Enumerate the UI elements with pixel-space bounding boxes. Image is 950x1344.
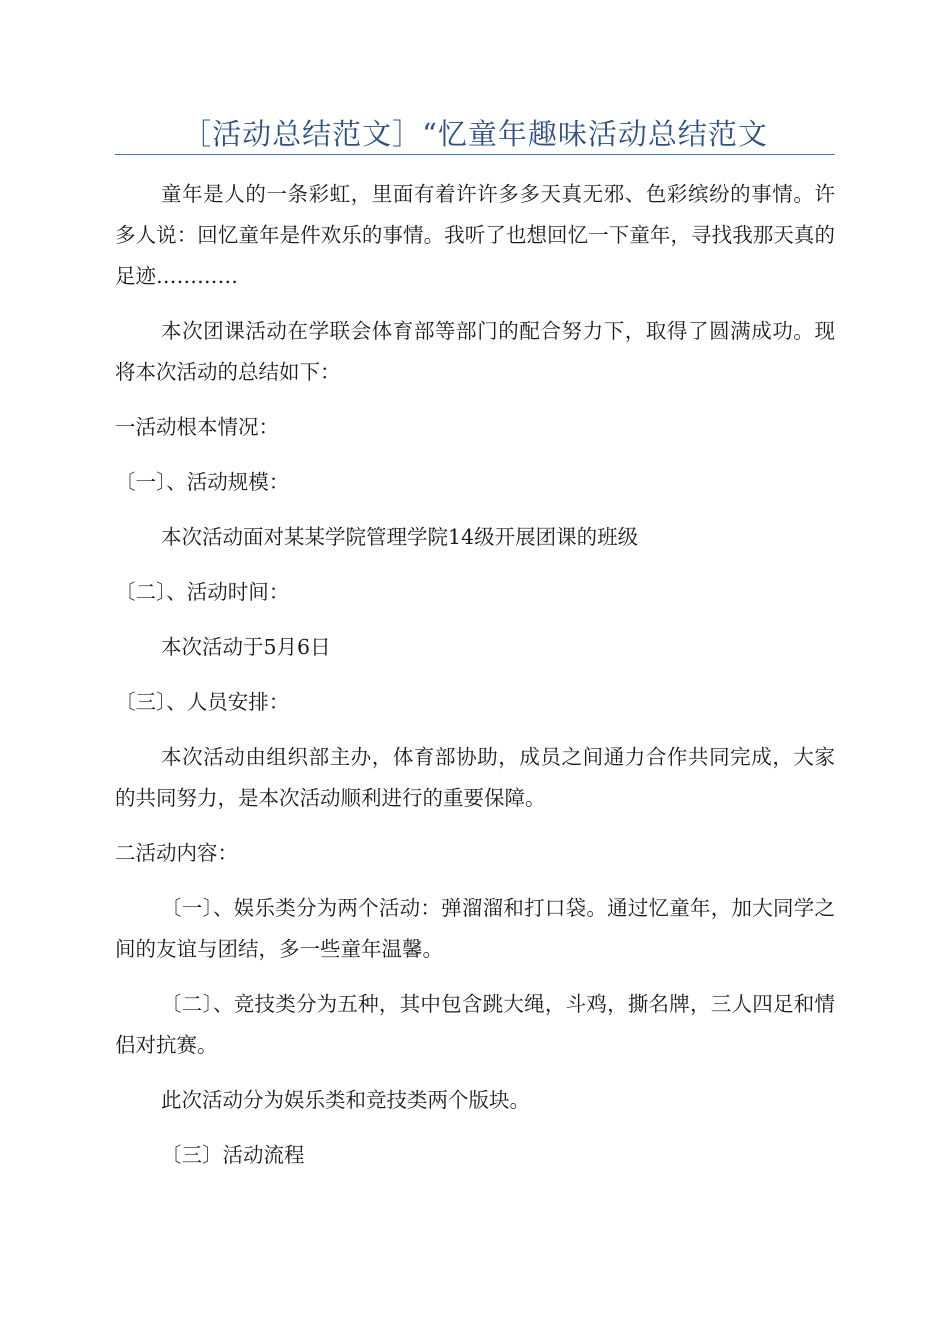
paragraph-summary-intro: 本次团课活动在学联会体育部等部门的配合努力下，取得了圆满成功。现将本次活动的总结如下： <box>115 319 835 384</box>
paragraph-scale: 本次活动面对某某学院管理学院14级开展团课的班级 <box>161 525 639 549</box>
paragraph-competition: 〔二〕、竞技类分为五种，其中包含跳大绳，斗鸡，撕名牌，三人四足和情侣对抗赛。 <box>115 992 835 1057</box>
subheading-time: 〔二〕、活动时间： <box>115 580 290 604</box>
section-heading-content: 二活动内容： <box>115 841 238 865</box>
paragraph-intro: 童年是人的一条彩虹，里面有着许许多多天真无邪、色彩缤纷的事情。许多人说：回忆童年是件欢乐的事情。我听了也想回忆一下童年，寻找我那天真的足迹………… <box>115 182 835 288</box>
paragraph-entertainment: 〔一〕、娱乐类分为两个活动：弹溜溜和打口袋。通过忆童年，加大同学之间的友谊与团结，多一些童年温馨。 <box>115 896 835 961</box>
document-title: ［活动总结范文］“忆童年趣味活动总结范文 <box>182 117 768 151</box>
title-underline <box>115 154 835 155</box>
subheading-scale: 〔一〕、活动规模： <box>115 470 290 494</box>
subheading-process: 〔三〕活动流程 <box>161 1143 305 1167</box>
subheading-staff: 〔三〕、人员安排： <box>115 690 290 714</box>
paragraph-time: 本次活动于5月6日 <box>161 635 331 659</box>
section-heading-basic-info: 一活动根本情况： <box>115 415 279 439</box>
paragraph-sections: 此次活动分为娱乐类和竞技类两个版块。 <box>161 1088 530 1112</box>
document-body <box>115 174 835 1190</box>
paragraph-staff: 本次活动由组织部主办，体育部协助，成员之间通力合作共同完成，大家的共同努力，是本次活动顺利进行的重要保障。 <box>115 745 835 810</box>
